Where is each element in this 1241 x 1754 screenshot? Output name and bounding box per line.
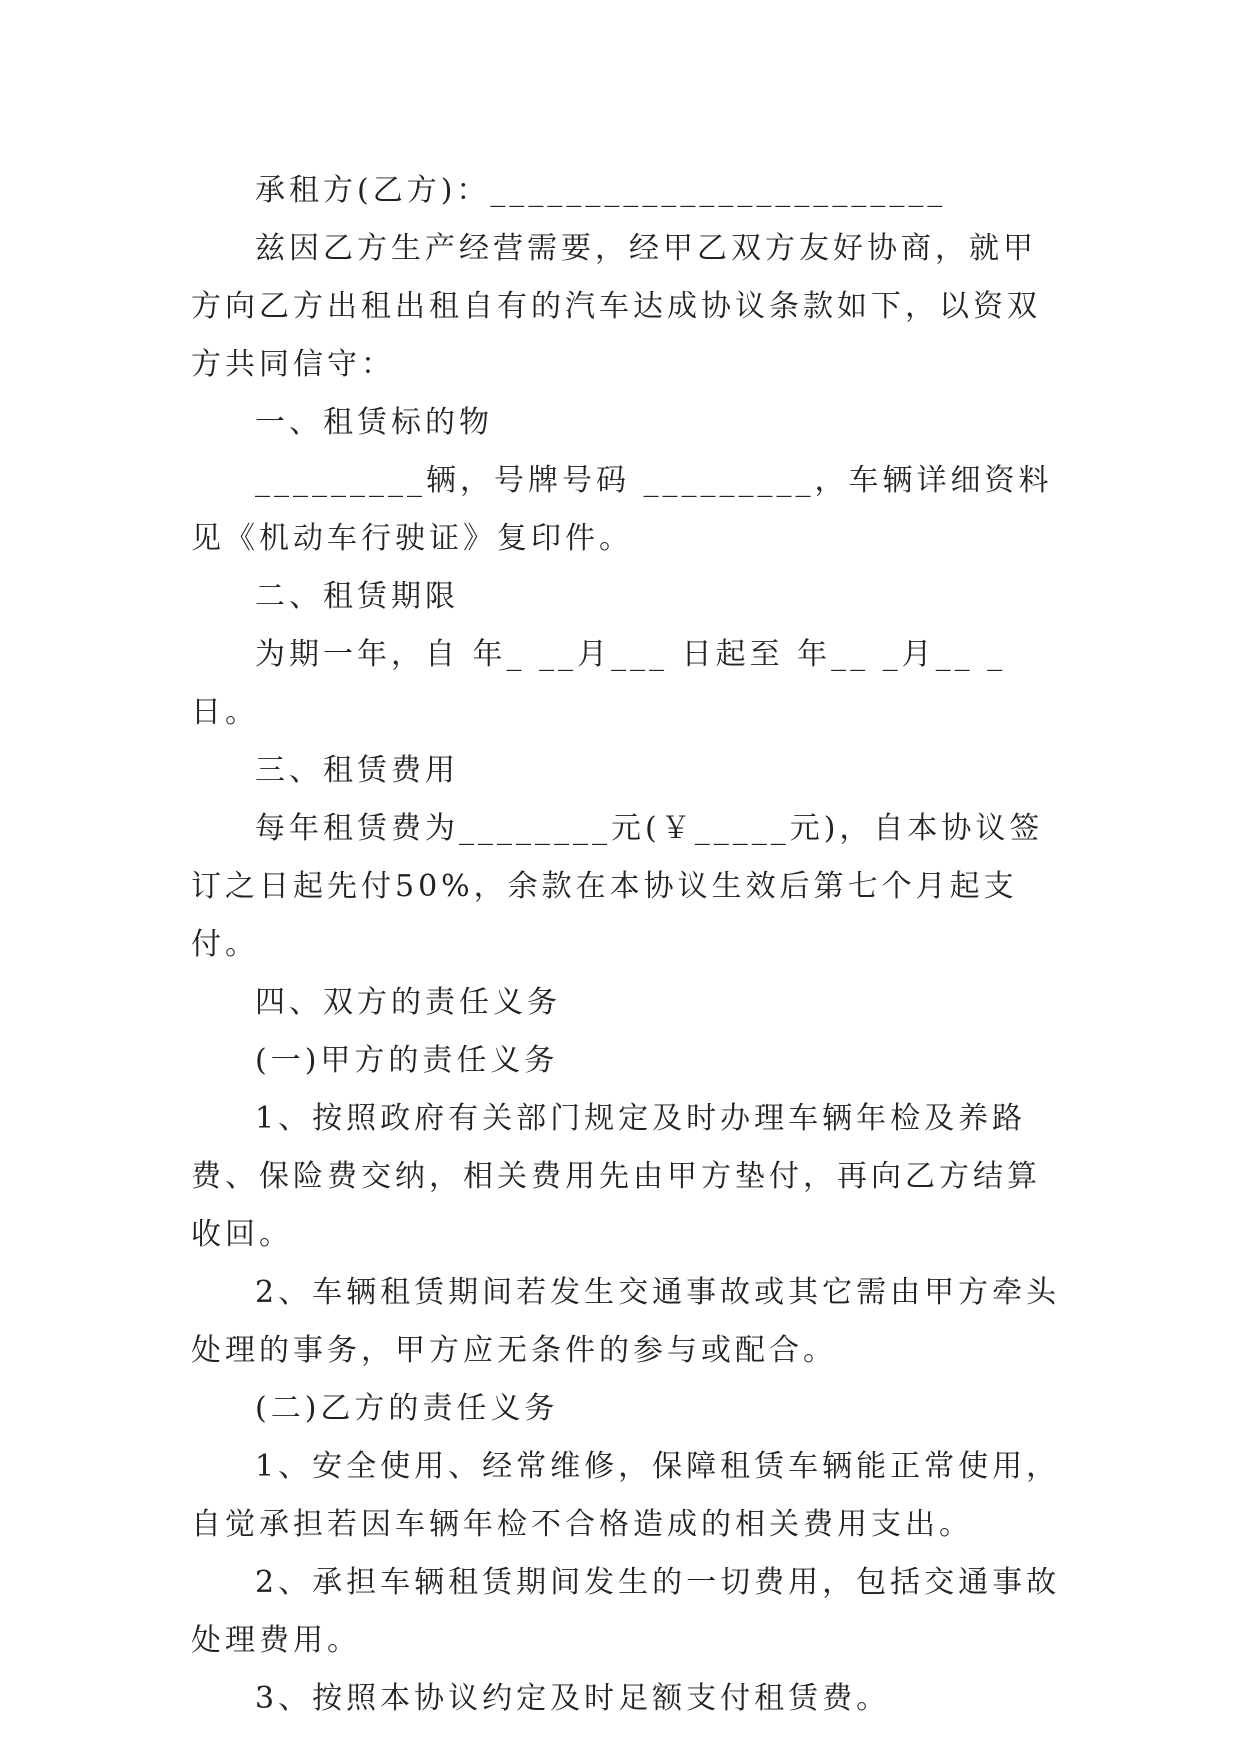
section-2-title: 二、租赁期限 bbox=[255, 579, 459, 614]
party-a-title: (一)甲方的责任义务 bbox=[255, 1043, 559, 1078]
party-a-item-2: 2、车辆租赁期间若发生交通事故或其它需由甲方牵头处理的事务，甲方应无条件的参与或配合。 bbox=[191, 1275, 1061, 1368]
section-3-title: 三、租赁费用 bbox=[255, 753, 459, 788]
party-b-item-1: 1、安全使用、经常维修，保障租赁车辆能正常使用，自觉承担若因车辆年检不合格造成的相关费用支出。 bbox=[191, 1449, 1061, 1542]
contract-body bbox=[191, 162, 1061, 1728]
section-4-title: 四、双方的责任义务 bbox=[255, 985, 561, 1020]
party-b-title: (二)乙方的责任义务 bbox=[255, 1391, 559, 1426]
party-a-item-1: 1、按照政府有关部门规定及时办理车辆年检及养路费、保险费交纳，相关费用先由甲方垫付，再向乙方结算收回。 bbox=[191, 1101, 1041, 1252]
lessee-line: 承租方(乙方)：________________________ bbox=[255, 173, 947, 208]
party-b-item-2: 2、承担车辆租赁期间发生的一切费用，包括交通事故处理费用。 bbox=[191, 1565, 1061, 1658]
section-1-title: 一、租赁标的物 bbox=[255, 405, 493, 440]
section-1-body: _________辆，号牌号码 _________，车辆详细资料见《机动车行驶证》复印件。 bbox=[191, 463, 1053, 556]
section-3-body: 每年租赁费为________元(￥_____元)，自本协议签订之日起先付50%，余款在本协议生效后第七个月起支付。 bbox=[191, 811, 1044, 962]
party-b-item-3: 3、按照本协议约定及时足额支付租赁费。 bbox=[255, 1681, 891, 1716]
intro-paragraph: 兹因乙方生产经营需要，经甲乙双方友好协商，就甲方向乙方出租出租自有的汽车达成协议条款如下，以资双方共同信守： bbox=[191, 231, 1041, 382]
section-2-body: 为期一年，自 年_ __月___ 日起至 年__ _月__ _日。 bbox=[191, 637, 1007, 730]
